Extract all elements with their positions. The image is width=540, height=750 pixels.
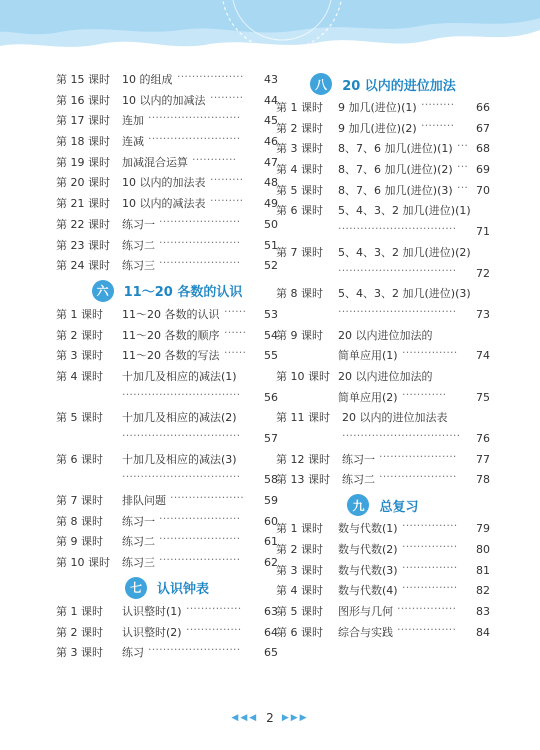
dot-leader: ······: [224, 304, 247, 318]
toc-entry[interactable]: [56, 367, 278, 408]
lesson-title: 20 以内进位加法的: [338, 370, 433, 383]
lesson-label: 第 6 课时: [276, 625, 323, 639]
page-ref: 75: [476, 390, 490, 404]
section-heading: [56, 277, 278, 305]
page-ref: 55: [264, 349, 278, 363]
page-ref: 65: [264, 646, 278, 660]
lesson-label: 第 2 课时: [276, 542, 323, 556]
dot-leader: ················: [397, 622, 457, 636]
dot-leader: ·········: [210, 173, 244, 187]
dot-leader: ···············: [402, 519, 458, 533]
lesson-label: 第 7 课时: [56, 494, 103, 508]
page-ref: 60: [264, 514, 278, 528]
dot-leader: ······················: [159, 235, 241, 249]
page-ref: 56: [264, 390, 278, 404]
dot-leader: ············: [192, 152, 237, 166]
lesson-label: 第 8 课时: [276, 287, 323, 301]
lesson-label: 第 2 课时: [56, 328, 103, 342]
dot-leader: ···············: [402, 539, 458, 553]
toc-entry[interactable]: [56, 553, 278, 574]
lesson-title: 5、4、3、2 加几(进位)(2): [338, 245, 471, 259]
lesson-title: 十加几及相应的减法(3): [122, 452, 237, 466]
page-ref: 62: [264, 556, 278, 570]
dot-leader: ······: [224, 325, 247, 339]
dot-leader: ···: [457, 139, 468, 153]
lesson-title: 练习三: [122, 259, 155, 273]
toc-entry[interactable]: [276, 201, 490, 242]
page-ref: 72: [476, 266, 490, 280]
page-ref: 76: [476, 432, 490, 446]
lesson-title: 加减混合运算: [122, 155, 188, 169]
lesson-title-continued: 简单应用(1): [338, 349, 398, 363]
lesson-title: 图形与几何: [338, 604, 393, 618]
lesson-label: 第 3 课时: [56, 349, 103, 363]
toc-column-left: [56, 70, 278, 664]
page-ref: 59: [264, 494, 278, 508]
lesson-title: 认识整时(2): [122, 625, 182, 639]
dot-leader: ································: [338, 263, 457, 277]
page-ref: 53: [264, 307, 278, 321]
lesson-label: 第 16 课时: [56, 93, 110, 107]
dot-leader: ···············: [186, 622, 242, 636]
dot-leader: ···: [457, 160, 468, 174]
page-ref: 70: [476, 183, 490, 197]
dot-leader: ·························: [148, 132, 241, 146]
dot-leader: ·····················: [379, 449, 457, 463]
lesson-title: 练习二: [342, 473, 375, 487]
toc-entry[interactable]: [276, 243, 490, 284]
page-footer: [0, 708, 540, 728]
toc-column-right: [276, 70, 490, 643]
lesson-title: 连加: [122, 114, 144, 128]
dot-leader: ································: [338, 304, 457, 318]
lesson-title: 5、4、3、2 加几(进位)(3): [338, 287, 471, 301]
page-ref: 77: [476, 452, 490, 466]
dot-leader: ··················: [177, 70, 244, 83]
dot-leader: ································: [342, 429, 461, 443]
dot-leader: ···: [457, 180, 468, 194]
page-ref: 54: [264, 328, 278, 342]
toc-entry[interactable]: [276, 623, 490, 644]
lesson-label: 第 5 课时: [56, 411, 103, 425]
page-ref: 73: [476, 307, 490, 321]
lesson-label: 第 20 课时: [56, 176, 110, 190]
lesson-label: 第 21 课时: [56, 197, 110, 211]
dot-leader: ······················: [159, 214, 241, 228]
section-title: 20 以内的进位加法: [342, 78, 456, 94]
dot-leader: ································: [122, 387, 241, 401]
lesson-label: 第 2 课时: [56, 625, 103, 639]
lesson-title: 20 以内的进位加法表: [342, 411, 448, 425]
lesson-title: 练习二: [122, 238, 155, 252]
page-ref: 74: [476, 349, 490, 363]
lesson-label: 第 4 课时: [276, 163, 323, 177]
page-ref: 43: [264, 73, 278, 86]
page-ref: 44: [264, 93, 278, 107]
section-number-badge: 七: [125, 577, 147, 599]
page-ref: 57: [264, 432, 278, 446]
lesson-label: 第 23 课时: [56, 238, 110, 252]
page-ref: 83: [476, 604, 490, 618]
page-ref: 82: [476, 584, 490, 598]
section-title: 11～20 各数的认识: [123, 285, 243, 301]
lesson-title: 8、7、6 加几(进位)(1): [338, 142, 453, 156]
section-number-badge: 六: [92, 280, 114, 302]
lesson-label: 第 24 课时: [56, 259, 110, 273]
lesson-label: 第 9 课时: [56, 535, 103, 549]
lesson-label: 第 22 课时: [56, 217, 110, 231]
dot-leader: ································: [122, 429, 241, 443]
toc-entry[interactable]: [276, 470, 490, 491]
dot-leader: ·········: [210, 90, 244, 104]
lesson-label: 第 19 课时: [56, 155, 110, 169]
lesson-title: 练习一: [122, 514, 155, 528]
lesson-label: 第 18 课时: [56, 135, 110, 149]
section-heading: [276, 491, 490, 519]
toc-entry[interactable]: [276, 284, 490, 325]
lesson-label: 第 6 课时: [56, 452, 103, 466]
dot-leader: ················: [397, 601, 457, 615]
lesson-title: 数与代数(2): [338, 542, 398, 556]
lesson-title: 8、7、6 加几(进位)(3): [338, 183, 453, 197]
section-heading: [56, 574, 278, 602]
toc-entry[interactable]: [56, 346, 278, 367]
lesson-label: 第 9 课时: [276, 328, 323, 342]
page-ref: 67: [476, 121, 490, 135]
dot-leader: ···············: [402, 581, 458, 595]
toc-entry[interactable]: [56, 643, 278, 664]
page-ref: 64: [264, 625, 278, 639]
lesson-label: 第 15 课时: [56, 73, 110, 86]
dot-leader: ·························: [148, 111, 241, 125]
lesson-title: 排队问题: [122, 494, 166, 508]
page-ref: 58: [264, 473, 278, 487]
lesson-label: 第 2 课时: [276, 121, 323, 135]
lesson-label: 第 8 课时: [56, 514, 103, 528]
page-ref: 49: [264, 197, 278, 211]
lesson-title: 数与代数(3): [338, 563, 398, 577]
page-ref: 80: [476, 542, 490, 556]
header-banner: [0, 0, 540, 60]
lesson-title: 8、7、6 加几(进位)(2): [338, 163, 453, 177]
dot-leader: ·········: [421, 118, 455, 132]
lesson-title: 11～20 各数的顺序: [122, 328, 220, 342]
lesson-title: 10 以内的加减法: [122, 93, 206, 107]
page-ref: 69: [476, 163, 490, 177]
page-ref: 71: [476, 225, 490, 239]
dot-leader: ·········: [421, 98, 455, 111]
page-ref: 84: [476, 625, 490, 639]
dot-leader: ································: [338, 222, 457, 236]
lesson-title: 十加几及相应的减法(2): [122, 411, 237, 425]
lesson-title: 十加几及相应的减法(1): [122, 369, 237, 383]
lesson-title: 练习: [122, 646, 144, 660]
section-title: 认识钟表: [156, 582, 209, 598]
toc-entry[interactable]: [56, 408, 278, 449]
lesson-label: 第 6 课时: [276, 204, 323, 218]
lesson-title: 11～20 各数的写法: [122, 349, 220, 363]
toc-entry[interactable]: [276, 326, 490, 367]
lesson-label: 第 12 课时: [276, 452, 330, 466]
lesson-title: 综合与实践: [338, 625, 393, 639]
lesson-title: 9 加几(进位)(2): [338, 121, 417, 135]
lesson-title: 10 以内的减法表: [122, 197, 206, 211]
lesson-label: 第 17 课时: [56, 114, 110, 128]
page-ref: 78: [476, 473, 490, 487]
left-arrows-icon: ◀◀◀: [231, 713, 259, 723]
section-number-badge: 九: [347, 494, 369, 516]
lesson-title: 10 以内的加法表: [122, 176, 206, 190]
dot-leader: ···············: [402, 346, 458, 360]
lesson-label: 第 13 课时: [276, 473, 330, 487]
lesson-label: 第 10 课时: [276, 370, 330, 383]
dot-leader: ···············: [186, 601, 242, 615]
lesson-label: 第 4 课时: [276, 584, 323, 598]
toc-entry[interactable]: [56, 256, 278, 277]
toc-entry[interactable]: [276, 367, 490, 408]
lesson-label: 第 7 课时: [276, 245, 323, 259]
section-title: 总复习: [379, 499, 419, 515]
page-ref: 50: [264, 217, 278, 231]
lesson-label: 第 4 课时: [56, 369, 103, 383]
section-heading: [276, 70, 490, 98]
page-ref: 68: [476, 142, 490, 156]
dot-leader: ································: [122, 470, 241, 484]
lesson-title: 5、4、3、2 加几(进位)(1): [338, 204, 471, 218]
dot-leader: ······················: [159, 532, 241, 546]
lesson-label: 第 10 课时: [56, 556, 110, 570]
dot-leader: ············: [402, 387, 447, 401]
dot-leader: ······················: [159, 511, 241, 525]
lesson-title: 10 的组成: [122, 73, 173, 86]
lesson-title: 练习三: [122, 556, 155, 570]
page-ref: 81: [476, 563, 490, 577]
page-number: 2: [266, 711, 274, 725]
lesson-title: 练习一: [122, 217, 155, 231]
lesson-label: 第 1 课时: [56, 604, 103, 618]
toc-entry[interactable]: [276, 181, 490, 202]
page-ref: 51: [264, 238, 278, 252]
lesson-title: 认识整时(1): [122, 604, 182, 618]
dot-leader: ·········: [210, 194, 244, 208]
page-ref: 52: [264, 259, 278, 273]
lesson-label: 第 1 课时: [276, 522, 323, 536]
dot-leader: ······················: [159, 553, 241, 567]
dot-leader: ···············: [402, 560, 458, 574]
page-ref: 66: [476, 101, 490, 114]
section-number-badge: 八: [310, 73, 332, 95]
lesson-label: 第 5 课时: [276, 604, 323, 618]
lesson-title-continued: 简单应用(2): [338, 390, 398, 404]
lesson-label: 第 3 课时: [276, 142, 323, 156]
lesson-label: 第 1 课时: [56, 307, 103, 321]
page-ref: 79: [476, 522, 490, 536]
toc-entry[interactable]: [276, 408, 490, 449]
toc-entry[interactable]: [56, 450, 278, 491]
lesson-label: 第 3 课时: [276, 563, 323, 577]
lesson-title: 练习一: [342, 452, 375, 466]
page-ref: 48: [264, 176, 278, 190]
second-line: [338, 346, 490, 367]
lesson-title: 数与代数(1): [338, 522, 398, 536]
dot-leader: ······················: [159, 256, 241, 270]
lesson-label: 第 5 课时: [276, 183, 323, 197]
lesson-title: 练习二: [122, 535, 155, 549]
page-ref: 46: [264, 135, 278, 149]
lesson-label: 第 11 课时: [276, 411, 330, 425]
page-ref: 47: [264, 155, 278, 169]
right-arrows-icon: ▶▶▶: [281, 713, 309, 723]
page-ref: 61: [264, 535, 278, 549]
lesson-title: 9 加几(进位)(1): [338, 101, 417, 114]
dot-leader: ······: [224, 346, 247, 360]
lesson-label: 第 1 课时: [276, 101, 323, 114]
dot-leader: ·························: [148, 643, 241, 657]
dot-leader: ····················: [170, 491, 244, 505]
second-line: [338, 388, 490, 409]
lesson-title: 11～20 各数的认识: [122, 307, 220, 321]
lesson-label: 第 3 课时: [56, 646, 103, 660]
page-ref: 63: [264, 604, 278, 618]
dot-leader: ·····················: [379, 470, 457, 484]
lesson-title: 20 以内进位加法的: [338, 328, 433, 342]
lesson-title: 数与代数(4): [338, 584, 398, 598]
page-ref: 45: [264, 114, 278, 128]
lesson-title: 连减: [122, 135, 144, 149]
